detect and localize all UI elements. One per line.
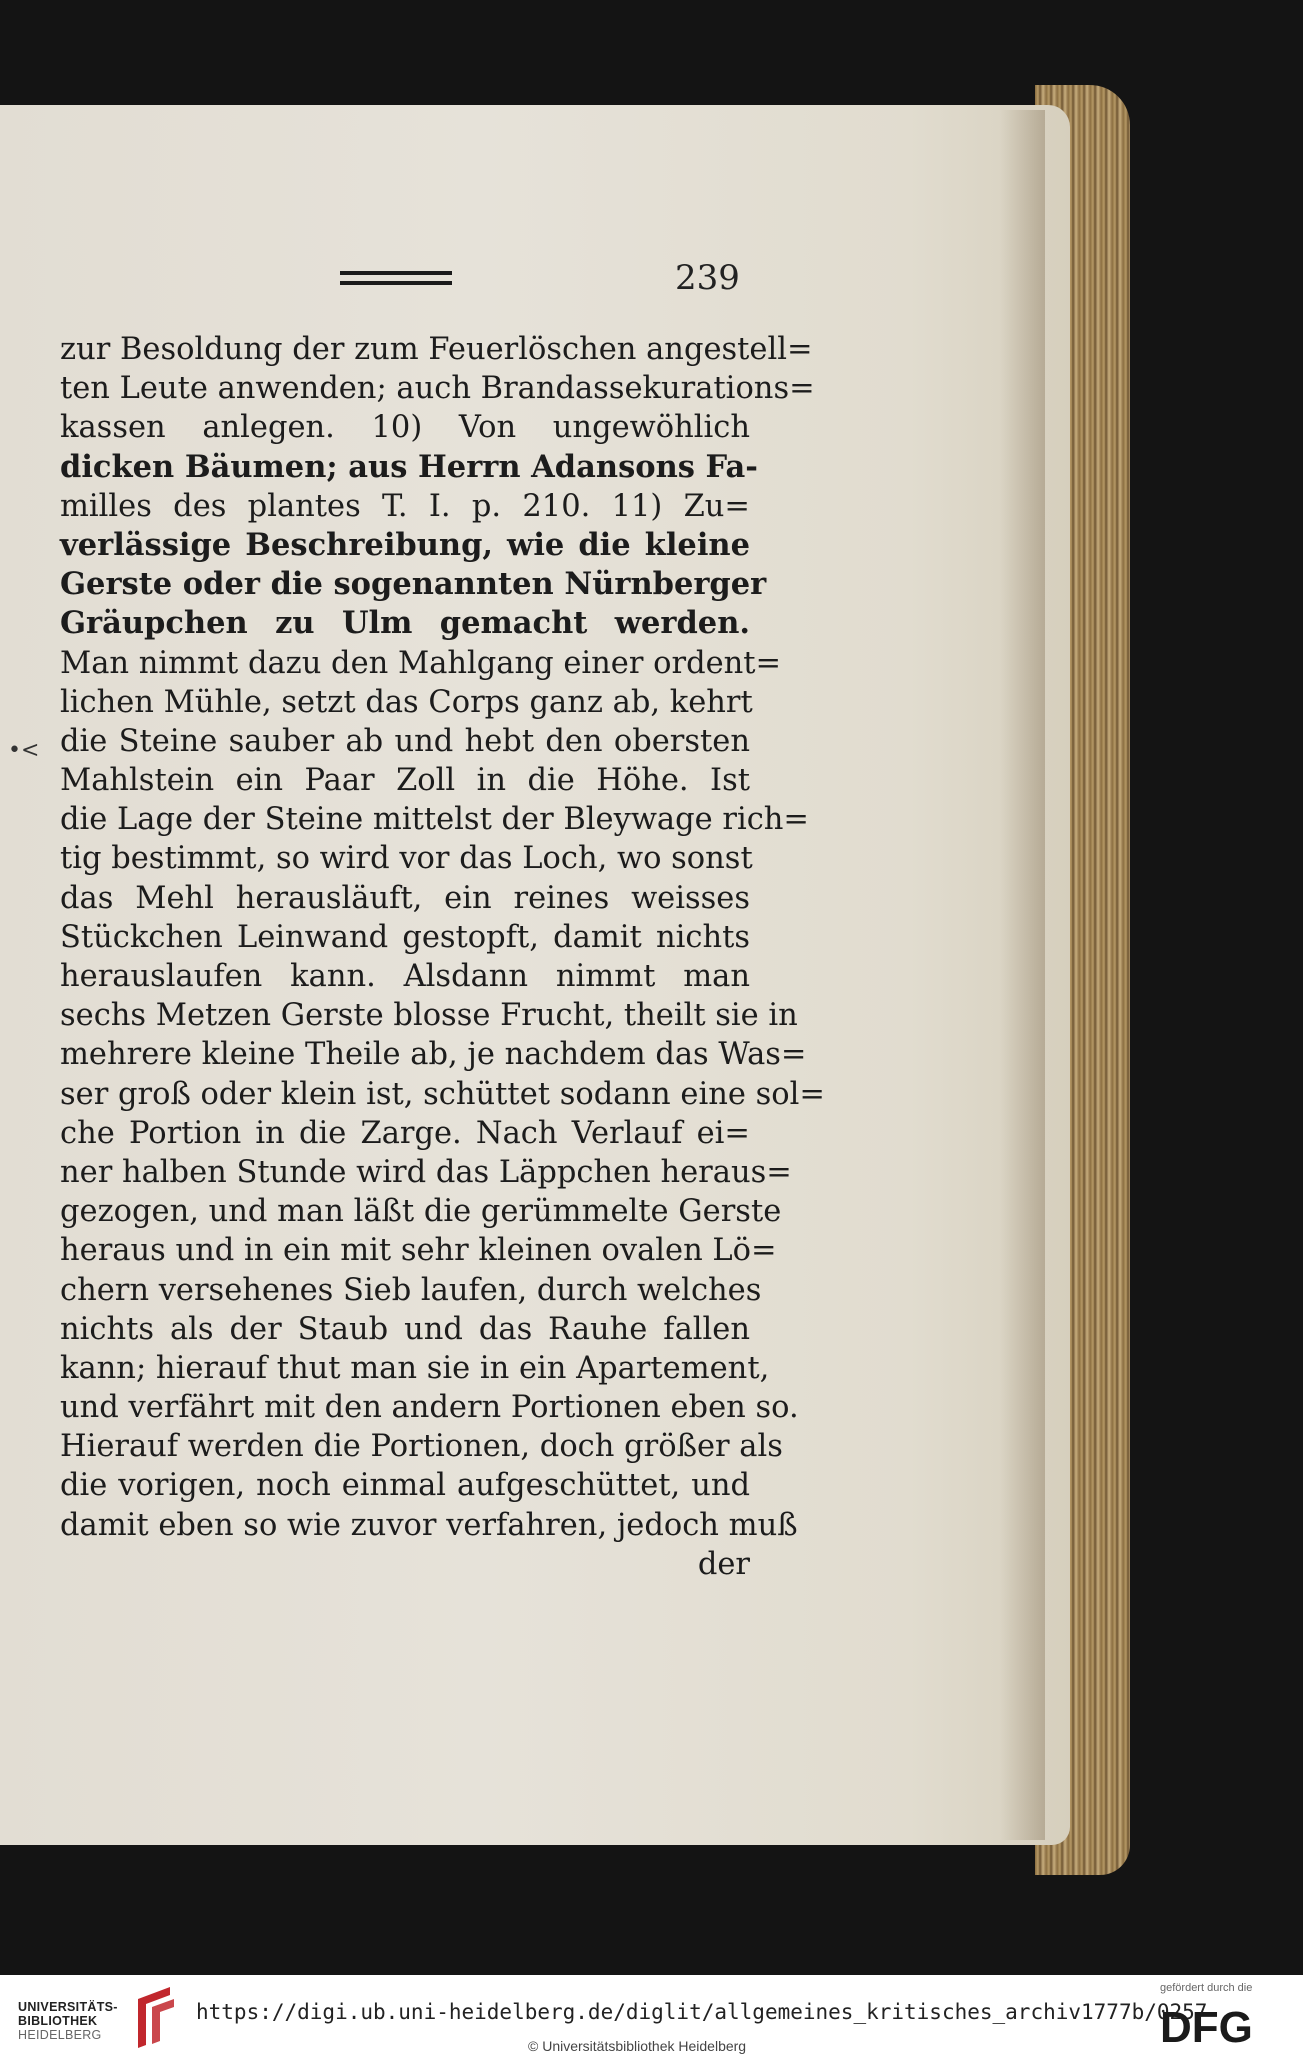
text-line: kann; hierauf thut man sie in ein Apartement,	[60, 1350, 770, 1386]
text-line: ten Leute anwenden; auch Brandassekurations=	[60, 371, 815, 407]
text-line: die vorigen, noch einmal aufgeschüttet, und	[60, 1468, 750, 1504]
text-line: und verfährt mit den andern Portionen eben so.	[60, 1390, 799, 1426]
text-line: heraus und in ein mit sehr kleinen ovalen Lö=	[60, 1233, 777, 1269]
catchword: der	[697, 1546, 750, 1582]
text-line: herauslaufen kann. Alsdann nimmt man	[60, 959, 750, 994]
text-line: sechs Metzen Gerste blosse Frucht, theilt sie in	[60, 998, 798, 1034]
permalink-url[interactable]: https://digi.ub.uni-heidelberg.de/diglit/allgemeines_kritisches_archiv1777b/0257	[196, 2000, 1208, 2024]
text-line: verlässige Beschreibung, wie die kleine	[60, 526, 750, 563]
text-line: damit eben so wie zuvor verfahren, jedoch muß	[60, 1507, 798, 1543]
text-line: chern versehenes Sieb laufen, durch welches	[60, 1272, 762, 1308]
text-line: dicken Bäumen; aus Herrn Adansons Fa-	[60, 448, 758, 485]
text-line: Gerste oder die sogenannten Nürnberger	[60, 566, 767, 603]
margin-mark: •<	[8, 738, 40, 763]
text-line: das Mehl herausläuft, ein reines weisses	[60, 880, 750, 916]
text-line: tig bestimmt, so wird vor das Loch, wo sonst	[60, 841, 753, 877]
text-line: Mahlstein ein Paar Zoll in die Höhe. Ist	[60, 763, 750, 799]
dfg-logo[interactable]	[1158, 2000, 1283, 2048]
text-line: ner halben Stunde wird das Läppchen heraus=	[60, 1154, 792, 1190]
page-body	[60, 330, 825, 1584]
text-line: kassen anlegen. 10) Von ungewöhlich	[60, 410, 750, 446]
text-line: die Steine sauber ab und hebt den obersten	[60, 723, 750, 759]
library-name-line2: BIBLIOTHEK	[18, 2014, 98, 2028]
text-line: nichts als der Staub und das Rauhe fallen	[60, 1311, 750, 1347]
dfg-funding-label: gefördert durch die	[1160, 1982, 1253, 1994]
header-rule	[340, 271, 452, 285]
text-line: lichen Mühle, setzt das Corps ganz ab, kehrt	[60, 684, 753, 720]
text-line: Stückchen Leinwand gestopft, damit nichts	[60, 919, 750, 955]
library-name-line1: UNIVERSITÄTS-	[18, 2000, 118, 2014]
text-line: ser groß oder klein ist, schüttet sodann eine sol=	[60, 1076, 825, 1112]
text-line: mehrere kleine Theile ab, je nachdem das Was=	[60, 1037, 807, 1073]
dfg-logo-text: DFG	[1160, 2003, 1253, 2048]
page-edge-shadow	[1000, 110, 1045, 1840]
text-line: Gräupchen zu Ulm gemacht werden.	[60, 605, 750, 642]
copyright-notice: © Universitätsbibliothek Heidelberg	[528, 2038, 747, 2054]
text-line: Man nimmt dazu den Mahlgang einer ordent=	[60, 645, 782, 681]
text-line: gezogen, und man läßt die gerümmelte Gerste	[60, 1194, 782, 1230]
text-line: die Lage der Steine mittelst der Bleywage rich=	[60, 802, 809, 838]
text-line: Hierauf werden die Portionen, doch größer als	[60, 1429, 783, 1465]
library-logo-text[interactable]	[18, 2000, 118, 2042]
text-line: milles des plantes T. I. p. 210. 11) Zu=	[60, 488, 750, 524]
library-name-line3: HEIDELBERG	[18, 2028, 102, 2042]
page-number: 239	[675, 258, 740, 298]
text-line: che Portion in die Zarge. Nach Verlauf ei=	[60, 1115, 750, 1151]
text-line: zur Besoldung der zum Feuerlöschen angestell=	[60, 332, 813, 367]
library-logo-icon[interactable]	[130, 1985, 180, 2051]
